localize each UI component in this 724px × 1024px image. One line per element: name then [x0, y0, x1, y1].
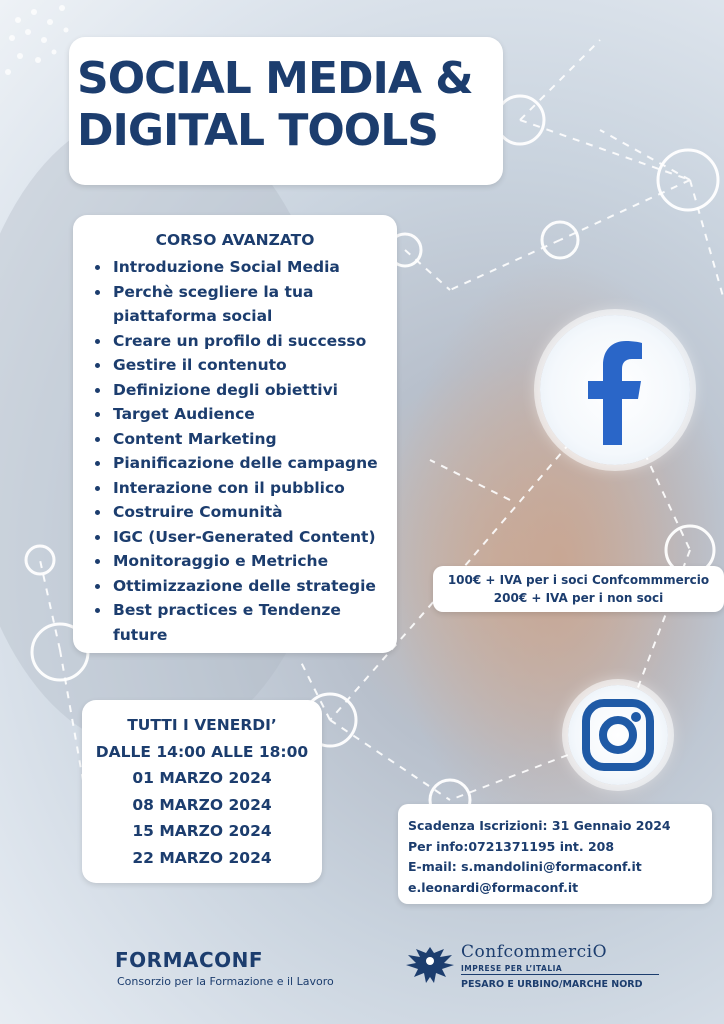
- contact-phone: Per info:0721371195 int. 208: [408, 838, 615, 854]
- course-topic: Content Marketing: [93, 427, 393, 452]
- schedule-date: 01 MARZO 2024: [132, 769, 272, 787]
- instagram-badge: [568, 685, 668, 785]
- price-panel: [433, 566, 724, 612]
- course-topic: Perchè scegliere la tua piattaforma social: [93, 280, 393, 329]
- course-topic: Ottimizzazione delle strategie: [93, 574, 393, 599]
- title-panel: [69, 37, 503, 185]
- price-members: 100€ + IVA per i soci Confcommmercio: [447, 573, 710, 587]
- course-topic: Gestire il contenuto: [93, 353, 393, 378]
- course-topic: Costruire Comunità: [93, 500, 393, 525]
- facebook-icon: [540, 315, 690, 465]
- course-topic: Pianificazione delle campagne: [93, 451, 393, 476]
- course-topic: IGC (User-Generated Content): [93, 525, 393, 550]
- course-panel: [73, 215, 397, 653]
- course-topic: Introduzione Social Media: [93, 255, 393, 280]
- formaconf-name: FORMACONF: [115, 948, 264, 972]
- contact-panel: [398, 804, 712, 904]
- title-line-2: DIGITAL TOOLS: [77, 105, 438, 156]
- schedule-time: DALLE 14:00 ALLE 18:00: [95, 742, 309, 761]
- schedule-day: TUTTI I VENERDI’: [127, 716, 277, 734]
- contact-email-2[interactable]: e.leonardi@formaconf.it: [408, 879, 579, 895]
- title-line-1: SOCIAL MEDIA &: [77, 53, 473, 104]
- eagle-icon: [404, 943, 456, 987]
- course-topic-list: [93, 255, 393, 647]
- contact-email-1[interactable]: E-mail: s.mandolini@formaconf.it: [408, 859, 642, 874]
- schedule-panel: [82, 700, 322, 883]
- page-title: [77, 53, 473, 157]
- course-topic: Target Audience: [93, 402, 393, 427]
- course-topic: Creare un profilo di successo: [93, 329, 393, 354]
- registration-deadline: Scadenza Iscrizioni: 31 Gennaio 2024: [408, 818, 671, 833]
- course-topic: Best practices e Tendenze future: [93, 598, 393, 647]
- formaconf-logo: [115, 948, 345, 994]
- instagram-icon: [568, 685, 668, 785]
- formaconf-tagline: Consorzio per la Formazione e il Lavoro: [117, 975, 334, 988]
- schedule-date: 22 MARZO 2024: [132, 848, 272, 867]
- price-non-members: 200€ + IVA per i non soci: [493, 591, 664, 605]
- course-topic: Monitoraggio e Metriche: [93, 549, 393, 574]
- confcommercio-logo: [404, 940, 659, 1000]
- course-topic: Interazione con il pubblico: [93, 476, 393, 501]
- facebook-badge: [540, 315, 690, 465]
- logo-divider: [461, 974, 659, 975]
- confcommercio-subtitle: IMPRESE PER L’ITALIA: [461, 964, 563, 973]
- course-topic: Definizione degli obiettivi: [93, 378, 393, 403]
- course-heading: CORSO AVANZATO: [155, 231, 315, 249]
- confcommercio-name: ConfcommerciO: [461, 942, 608, 962]
- confcommercio-region: PESARO E URBINO/MARCHE NORD: [461, 979, 643, 990]
- schedule-date: 15 MARZO 2024: [132, 822, 272, 840]
- schedule-date: 08 MARZO 2024: [132, 795, 272, 814]
